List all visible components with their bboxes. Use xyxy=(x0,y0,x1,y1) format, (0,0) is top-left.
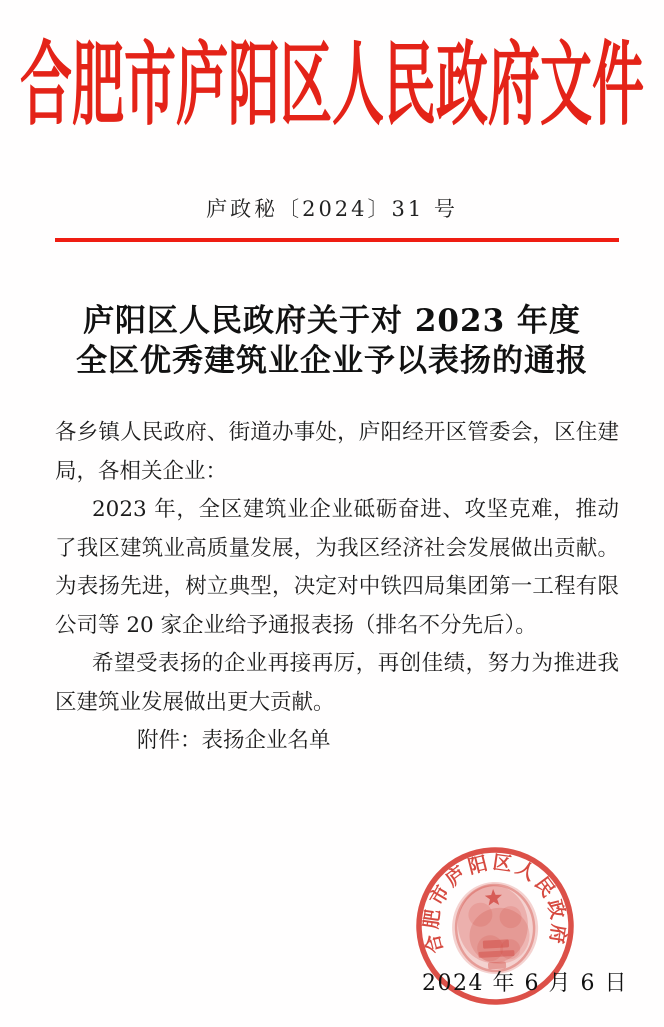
masthead-title: 合肥市庐阳区人民政府文件 xyxy=(19,31,644,139)
national-emblem-icon xyxy=(450,880,541,976)
paragraph-1: 2023 年，全区建筑业企业砥砺奋进、攻坚克难，推动了我区建筑业高质量发展，为我区经济社会发展做出贡献。为表扬先进，树立典型，决定对中铁四局集团第一工程有限公司等 20 家企业给予通报表扬（排名不分先后）。 xyxy=(55,497,619,638)
salutation: 各乡镇人民政府、街道办事处，庐阳经开区管委会，区住建局，各相关企业： xyxy=(55,420,619,484)
document-title-line2: 全区优秀建筑业企业予以表扬的通报 xyxy=(76,343,588,379)
document-title-line1: 庐阳区人民政府关于对 2023 年度 xyxy=(83,303,581,339)
document-body xyxy=(55,414,619,761)
document-title xyxy=(0,301,664,381)
letterhead xyxy=(0,28,664,139)
seal-ring-text: 合肥市庐阳区人民政府 xyxy=(420,851,570,956)
red-divider xyxy=(55,238,619,242)
paragraph-2: 希望受表扬的企业再接再厉，再创佳绩，努力为推进我区建筑业发展做出更大贡献。 xyxy=(55,651,619,715)
attachment-line: 附件：表扬企业名单 xyxy=(137,728,331,753)
issue-date: 2024 年 6 月 6 日 xyxy=(422,971,628,996)
doc-number: 庐政秘〔2024〕31 号 xyxy=(206,197,458,221)
